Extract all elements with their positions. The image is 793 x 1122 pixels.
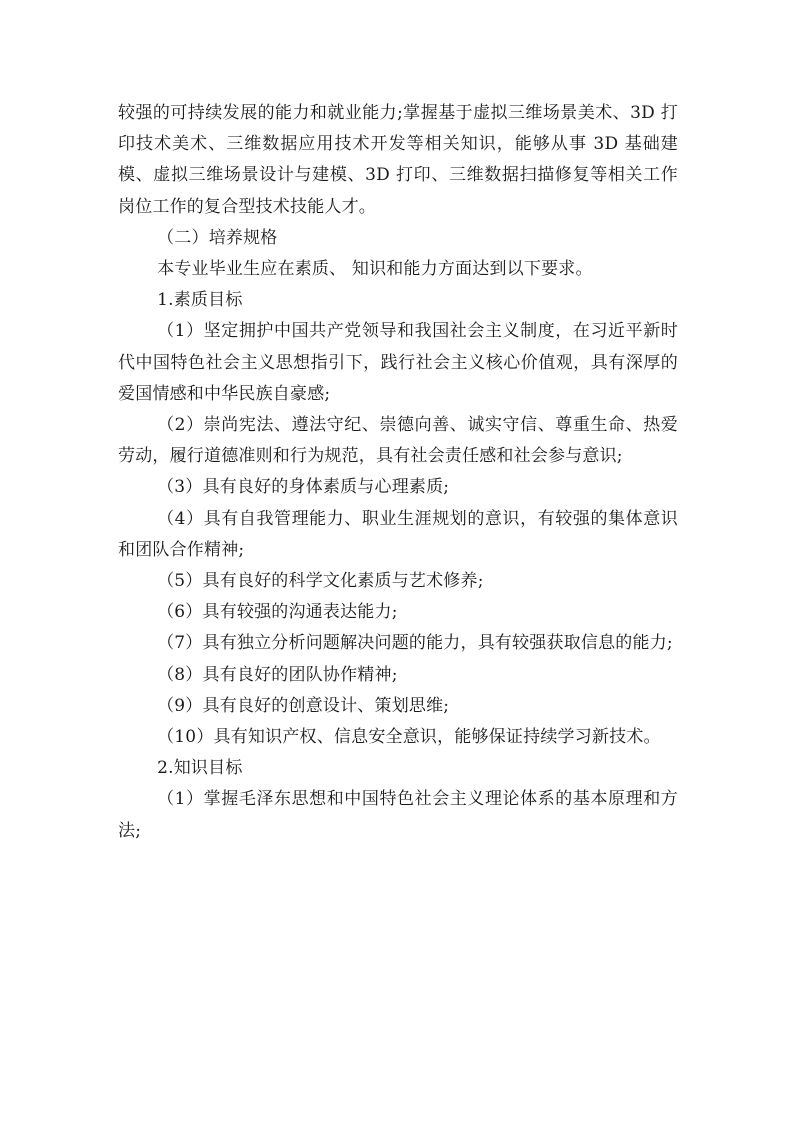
list-item-quality-9: （9）具有良好的创意设计、策划思维; — [157, 695, 450, 716]
list-item-quality-7: （7）具有独立分析问题解决问题的能力，具有较强获取信息的能力; — [157, 633, 673, 654]
list-item-quality-4: （4）具有自我管理能力、职业生涯规划的意识，有较强的集体意识和团队合作精神; — [118, 508, 678, 560]
section-heading-training-specs: （二）培养规格 — [157, 227, 278, 248]
list-item-quality-5: （5）具有良好的科学文化素质与艺术修养; — [157, 571, 484, 592]
list-item-quality-3: （3）具有良好的身体素质与心理素质; — [157, 477, 450, 498]
subsection-heading-knowledge-goals: 2.知识目标 — [157, 758, 243, 779]
list-item-quality-2: （2）崇尚宪法、遵法守纪、崇德向善、诚实守信、尊重生命、热爱劳动，履行道德准则和行为规范，具有社会责任感和社会参与意识; — [118, 415, 678, 467]
list-item-knowledge-1: （1）掌握毛泽东思想和中国特色社会主义理论体系的基本原理和方法; — [118, 789, 678, 841]
document-body — [118, 98, 678, 847]
list-item-quality-1: （1）坚定拥护中国共产党领导和我国社会主义制度，在习近平新时代中国特色社会主义思想指引下，践行社会主义核心价值观，具有深厚的爱国情感和中华民族自豪感; — [118, 321, 678, 404]
list-item-quality-8: （8）具有良好的团队协作精神; — [157, 664, 398, 685]
list-item-quality-6: （6）具有较强的沟通表达能力; — [157, 602, 398, 623]
paragraph-requirements-intro: 本专业毕业生应在素质、 知识和能力方面达到以下要求。 — [157, 259, 593, 280]
subsection-heading-quality-goals: 1.素质目标 — [157, 290, 243, 311]
paragraph-continuation: 较强的可持续发展的能力和就业能力;掌握基于虚拟三维场景美术、3D 打印技术美术、三维数据应用技术开发等相关知识，能够从事 3D 基础建模、虚拟三维场景设计与建模、3D 打印、三维数据扫描修复等相关工作岗位工作的复合型技术技能人才。 — [118, 103, 678, 217]
list-item-quality-10: （10）具有知识产权、信息安全意识，能够保证持续学习新技术。 — [157, 727, 661, 748]
